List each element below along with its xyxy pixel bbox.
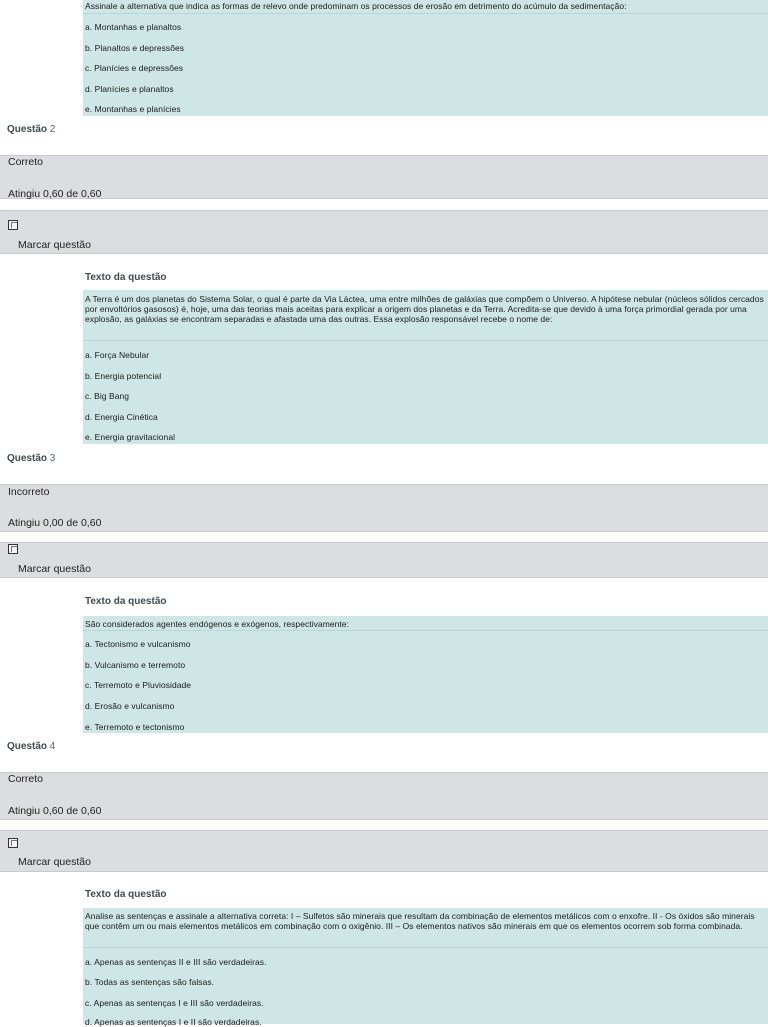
question-2-grade: Atingiu 0,60 de 0,60 — [8, 188, 102, 200]
question-3-header — [7, 453, 55, 464]
question-2-stem: A Terra é um dos planetas do Sistema Solar, o qual é parte da Via Láctea, uma entre milhões de galáxias que compõem o Universo. A hipótese nebular (núcleos sólidos cercados por envoltórios gasosos) é, hoje, uma das teorias mais aceitas para explicar a origem dos planetas e da Terra. Acredita-se que devido à uma força primordial gerada por uma explosão, as galáxias se encontram separadas e afastada uma das outras. Essa explosão responsável recebe o nome de: — [85, 294, 764, 324]
question-1-content — [83, 0, 768, 116]
question-4-option-a[interactable]: a. Apenas as sentenças II e III são verdadeiras. — [85, 957, 267, 967]
question-4-grade: Atingiu 0,60 de 0,60 — [8, 805, 102, 817]
question-3-grade: Atingiu 0,00 de 0,60 — [8, 517, 102, 529]
question-1-option-a[interactable]: a. Montanhas e planaltos — [85, 22, 182, 32]
question-3-content — [83, 616, 768, 733]
question-2-status-panel — [0, 155, 768, 199]
question-2-header — [7, 124, 55, 135]
question-2-option-d[interactable]: d. Energia Cinética — [85, 412, 158, 422]
question-number: 3 — [49, 453, 56, 464]
question-1-stem: Assinale a alternativa que indica as formas de relevo onde predominam os processos de erosão em detrimento do acúmulo da sedimentação: — [85, 1, 627, 11]
flag-checkbox-icon[interactable] — [8, 220, 18, 230]
question-4-stem: Analise as sentenças e assinale a alternativa correta: I – Sulfetos são minerais que resultam da combinação de elementos metálicos com o enxofre. II - Os óxidos são minerais que contêm um ou mais elementos metálicos em combinação com o oxigênio. III – Os elementos nativos são minerais em que os elementos ocorrem sob forma combinada. — [85, 911, 755, 931]
divider — [83, 630, 768, 631]
question-4-header — [7, 741, 55, 752]
question-3-text-label: Texto da questão — [85, 596, 167, 607]
flag-checkbox-icon[interactable] — [8, 544, 18, 554]
question-3-status-panel — [0, 484, 768, 532]
question-3-option-a[interactable]: a. Tectonismo e vulcanismo — [85, 639, 191, 649]
question-header-label: Questão — [7, 453, 48, 464]
question-4-option-b[interactable]: b. Todas as sentenças são falsas. — [85, 977, 215, 987]
question-3-option-c[interactable]: c. Terremoto e Pluviosidade — [85, 680, 192, 690]
question-header-label: Questão — [7, 741, 48, 752]
question-1-option-c[interactable]: c. Planícies e depressões — [85, 63, 184, 73]
divider — [83, 340, 768, 341]
divider — [83, 13, 768, 14]
question-4-text-label: Texto da questão — [85, 889, 167, 900]
question-4-option-d[interactable]: d. Apenas as sentenças I e II são verdadeiras. — [85, 1017, 262, 1027]
question-1-option-e[interactable]: e. Montanhas e planícies — [85, 104, 181, 114]
question-header-label: Questão — [7, 124, 48, 135]
question-3-option-e[interactable]: e. Terremoto e tectonismo — [85, 722, 185, 732]
question-3-option-d[interactable]: d. Erosão e vulcanismo — [85, 701, 175, 711]
question-4-flag-panel — [0, 830, 768, 872]
question-number: 2 — [49, 124, 56, 135]
question-2-state: Correto — [8, 156, 44, 168]
question-1-option-d[interactable]: d. Planícies e planaltos — [85, 84, 174, 94]
question-2-flag-panel — [0, 210, 768, 254]
question-3-stem: São considerados agentes endógenos e exógenos, respectivamente: — [85, 619, 349, 629]
question-4-status-panel — [0, 772, 768, 820]
flag-checkbox-icon[interactable] — [8, 838, 18, 848]
question-2-flag-button[interactable]: Marcar questão — [18, 239, 91, 251]
question-4-flag-button[interactable]: Marcar questão — [18, 856, 91, 868]
divider — [83, 947, 768, 948]
question-3-flag-panel — [0, 542, 768, 578]
question-4-state: Correto — [8, 773, 44, 785]
question-3-state: Incorreto — [8, 486, 50, 498]
question-2-text-label: Texto da questão — [85, 272, 167, 283]
question-2-option-e[interactable]: e. Energia gravitacional — [85, 432, 176, 442]
question-3-option-b[interactable]: b. Vulcanismo e terremoto — [85, 660, 186, 670]
question-4-option-c[interactable]: c. Apenas as sentenças I e III são verdadeiras. — [85, 998, 264, 1008]
question-2-option-b[interactable]: b. Energia potencial — [85, 371, 162, 381]
question-2-option-c[interactable]: c. Big Bang — [85, 391, 130, 401]
question-number: 4 — [49, 741, 56, 752]
question-3-flag-button[interactable]: Marcar questão — [18, 563, 91, 575]
question-2-option-a[interactable]: a. Força Nebular — [85, 350, 150, 360]
question-1-option-b[interactable]: b. Planaltos e depressões — [85, 43, 185, 53]
